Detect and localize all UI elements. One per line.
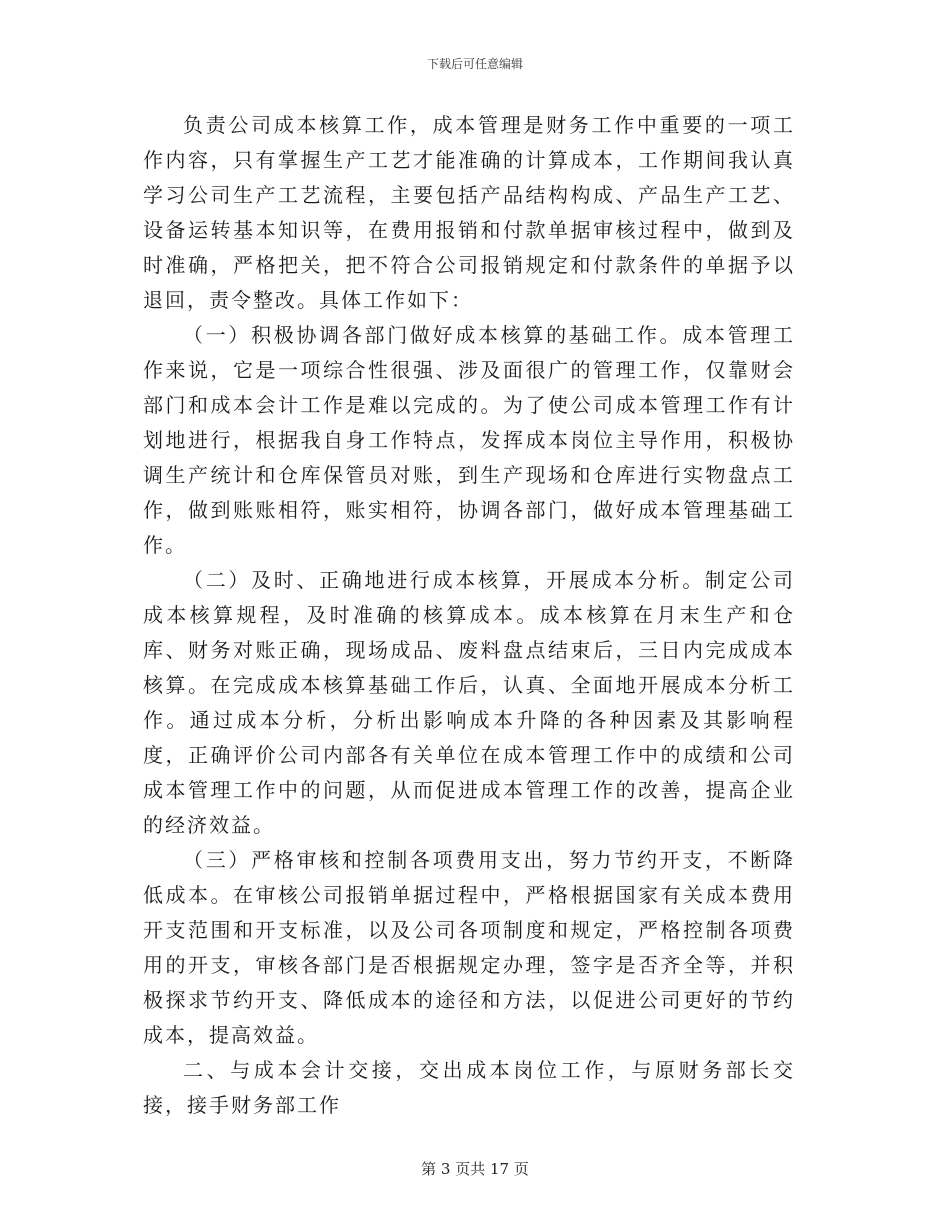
paragraph-handover: 二、与成本会计交接，交出成本岗位工作，与原财务部长交接，接手财务部工作: [143, 1058, 795, 1117]
paragraph-section-2: （二）及时、正确地进行成本核算，开展成本分析。制定公司成本核算规程，及时准确的核算成本。成本核算在月末生产和仓库、财务对账正确，现场成品、废料盘点结束后，三日内完成成本核算。在完成成本核算基础工作后，认真、全面地开展成本分析工作。通过成本分析，分析出影响成本升降的各种因素及其影响程度，正确评价公司内部各有关单位在成本管理工作中的成绩和公司成本管理工作中的问题，从而促进成本管理工作的改善，提高企业的经济效益。: [143, 568, 795, 837]
paragraph-cost-accounting-intro: 负责公司成本核算工作，成本管理是财务工作中重要的一项工作内容，只有掌握生产工艺才能准确的计算成本，工作期间我认真学习公司生产工艺流程，主要包括产品结构构成、产品生产工艺、设备运转基本知识等，在费用报销和付款单据审核过程中，做到及时准确，严格把关，把不符合公司报销规定和付款条件的单据予以退回，责令整改。具体工作如下：: [143, 113, 795, 312]
page-header: 下载后可任意编辑: [426, 57, 523, 71]
paragraph-section-1: （一）积极协调各部门做好成本核算的基础工作。成本管理工作来说，它是一项综合性很强、涉及面很广的管理工作，仅靠财会部门和成本会计工作是难以完成的。为了使公司成本管理工作有计划地进行，根据我自身工作特点，发挥成本岗位主导作用，积极协调生产统计和仓库保管员对账，到生产现场和仓库进行实物盘点工作，做到账账相符，账实相符，协调各部门，做好成本管理基础工作。: [143, 323, 795, 557]
paragraph-section-3: （三）严格审核和控制各项费用支出，努力节约开支，不断降低成本。在审核公司报销单据过程中，严格根据国家有关成本费用开支范围和开支标准，以及公司各项制度和规定，严格控制各项费用的开支，审核各部门是否根据规定办理，签字是否齐全等，并积极探求节约开支、降低成本的途径和方法，以促进公司更好的节约成本，提高效益。: [143, 848, 795, 1047]
page-number-footer: 第 3 页共 17 页: [421, 1160, 529, 1178]
document-body: [143, 108, 795, 1123]
